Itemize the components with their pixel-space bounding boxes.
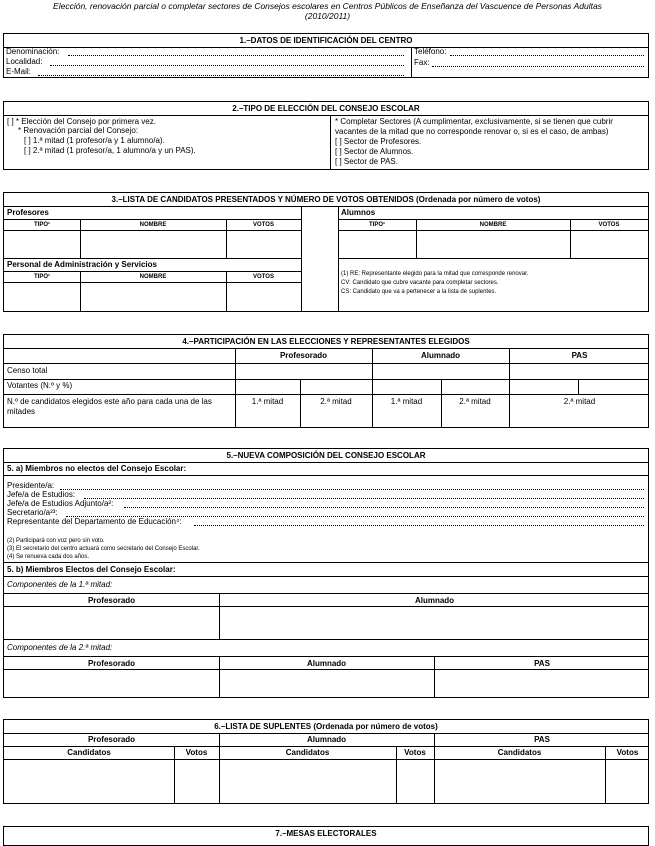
- note-4: (4) Se renueva cada dos años.: [7, 554, 90, 560]
- alumnos-nombre-header: NOMBRE: [479, 222, 507, 228]
- fax-field[interactable]: [432, 66, 644, 67]
- alumnado-header: Alumnado: [420, 351, 461, 360]
- comp2-pas: PAS: [534, 659, 550, 668]
- option-second-half[interactable]: [ ] 2.ª mitad (1 profesor/a, 1 alumno/a y un PAS).: [24, 146, 196, 155]
- title-text: Elección, renovación parcial o completar sectores de Consejos escolares en Centros Públicos de Enseñanza del Vascuence de Personas Adultas: [53, 1, 602, 11]
- pas-header: PAS: [571, 351, 588, 360]
- jefe-adjunto-field[interactable]: [124, 507, 644, 508]
- profesorado-header: Profesorado: [279, 351, 328, 360]
- section-3: [3, 192, 649, 312]
- email-label: E-Mail:: [6, 67, 31, 76]
- note-cs: CS: Candidato que va a pertenecer a la lista de suplentes.: [341, 289, 497, 295]
- complete-sectors-text-2: vacantes de la mitad que no corresponde renovar o, si es el caso, de ambas): [335, 127, 609, 136]
- section-1: [3, 33, 649, 78]
- candidatos-label: N.º de candidatos elegidos este año para cada una de las: [7, 397, 212, 406]
- section-7: [3, 826, 649, 846]
- sub-b-label: 5. b) Miembros Electos del Consejo Escolar:: [7, 565, 176, 574]
- section-6: [3, 719, 649, 804]
- presidente-label: Presidente/a:: [7, 481, 55, 490]
- alumnado-m1: 1.ª mitad: [390, 397, 423, 406]
- comp2-profesorado: Profesorado: [87, 659, 136, 668]
- section-7-header: 7.–MESAS ELECTORALES: [275, 829, 377, 838]
- secretario-label: Secretario/a²³:: [7, 508, 58, 517]
- comp1-label: Componentes de la 1.ª mitad:: [7, 580, 113, 589]
- denominacion-label: Denominación:: [6, 47, 60, 56]
- alumnado-votos-header: Votos: [404, 748, 426, 757]
- jefe-label: Jefe/a de Estudios:: [7, 490, 76, 499]
- telefono-field[interactable]: [450, 55, 644, 56]
- section-2-header: 2.–TIPO DE ELECCIÓN DEL CONSEJO ESCOLAR: [4, 102, 648, 116]
- profesores-votos-header: VOTOS: [253, 222, 274, 228]
- option-sector-pas[interactable]: [ ] Sector de PAS.: [335, 157, 398, 166]
- option-sector-alumnos[interactable]: [ ] Sector de Alumnos.: [335, 147, 414, 156]
- profesores-tipo-header: TIPO¹: [34, 222, 50, 228]
- jefe-adjunto-label: Jefe/a de Estudios Adjunto/a²:: [7, 499, 114, 508]
- option-first-election[interactable]: [ ] * Elección del Consejo por primera vez.: [7, 117, 156, 126]
- section-1-header: 1.–DATOS DE IDENTIFICACIÓN DEL CENTRO: [4, 34, 648, 48]
- comp2-label: Componentes de la 2.ª mitad:: [7, 643, 113, 652]
- alumnos-tipo-header: TIPO¹: [369, 222, 385, 228]
- title-year: (2010/2011): [304, 11, 351, 21]
- pas-tipo-header: TIPO¹: [34, 274, 50, 280]
- section-4: [3, 334, 649, 428]
- document-title: [0, 1, 655, 21]
- email-field[interactable]: [38, 75, 404, 76]
- note-3: (3) El secretario del centro actuará como secretario del Consejo Escolar.: [7, 546, 200, 552]
- profesorado-candidatos-header: Candidatos: [67, 748, 111, 757]
- pas-votos-header: Votos: [616, 748, 639, 757]
- comp1-alumnado: Alumnado: [414, 596, 455, 605]
- complete-sectors-text: * Completar Sectores (A cumplimentar, exclusivamente, si se tienen que cubrir: [335, 117, 613, 126]
- representante-label: Representante del Departamento de Educación⁴:: [7, 517, 182, 526]
- denominacion-field[interactable]: [68, 55, 404, 56]
- option-sector-profesores[interactable]: [ ] Sector de Profesores.: [335, 137, 422, 146]
- alumnos-label: Alumnos: [341, 208, 376, 217]
- jefe-field[interactable]: [84, 498, 644, 499]
- profesorado-votos-header: Votos: [185, 748, 208, 757]
- alumnado-candidatos-header: Candidatos: [285, 748, 330, 757]
- suplentes-pas: PAS: [534, 735, 550, 744]
- profesores-nombre-header: NOMBRE: [139, 222, 167, 228]
- votantes-label: Votantes (N.º y %): [7, 381, 73, 390]
- telefono-label: Teléfono:: [414, 47, 447, 56]
- localidad-label: Localidad:: [6, 57, 43, 66]
- comp2-alumnado: Alumnado: [306, 659, 347, 668]
- section-4-header: 4.–PARTICIPACIÓN EN LAS ELECCIONES Y REPRESENTANTES ELEGIDOS: [4, 335, 648, 349]
- profesorado-m1: 1.ª mitad: [251, 397, 284, 406]
- note-re: (1) RE: Representante elegido para la mitad que corresponde renovar.: [341, 271, 529, 277]
- pas-candidatos-header: Candidatos: [497, 748, 542, 757]
- note-cv: CV: Candidato que cubre vacante para completar sectores.: [341, 280, 499, 286]
- section-5-header: 5.–NUEVA COMPOSICIÓN DEL CONSEJO ESCOLAR: [4, 449, 648, 463]
- option-partial-renewal: * Renovación parcial del Consejo:: [18, 126, 139, 135]
- alumnado-m2: 2.ª mitad: [459, 397, 491, 406]
- fax-label: Fax:: [414, 58, 430, 67]
- pas-votos-header: VOTOS: [253, 274, 274, 280]
- alumnos-votos-header: VOTOS: [598, 222, 620, 228]
- option-first-half[interactable]: [ ] 1.ª mitad (1 profesor/a y 1 alumno/a).: [24, 136, 165, 145]
- profesores-label: Profesores: [7, 208, 49, 217]
- candidatos-label-2: mitades: [7, 407, 36, 416]
- pas-label: Personal de Administración y Servicios: [7, 260, 157, 269]
- sub-a-label: 5. a) Miembros no electos del Consejo Escolar:: [7, 464, 187, 473]
- comp1-profesorado: Profesorado: [87, 596, 136, 605]
- localidad-field[interactable]: [50, 65, 404, 66]
- presidente-field[interactable]: [60, 489, 644, 490]
- section-3-header: 3.–LISTA DE CANDIDATOS PRESENTADOS Y NÚMERO DE VOTOS OBTENIDOS (Ordenada por número de votos): [4, 193, 648, 207]
- section-2: [3, 101, 649, 170]
- suplentes-alumnado: Alumnado: [306, 735, 347, 744]
- note-2: (2) Participará con voz pero sin voto.: [7, 538, 105, 544]
- pas-m2: 2.ª mitad: [563, 397, 596, 406]
- suplentes-profesorado: Profesorado: [87, 735, 136, 744]
- section-5: [3, 448, 649, 698]
- pas-nombre-header: NOMBRE: [139, 274, 167, 280]
- profesorado-m2: 2.ª mitad: [320, 397, 352, 406]
- representante-field[interactable]: [194, 525, 644, 526]
- censo-label: Censo total: [7, 366, 48, 375]
- section-6-header: 6.–LISTA DE SUPLENTES (Ordenada por número de votos): [4, 720, 648, 734]
